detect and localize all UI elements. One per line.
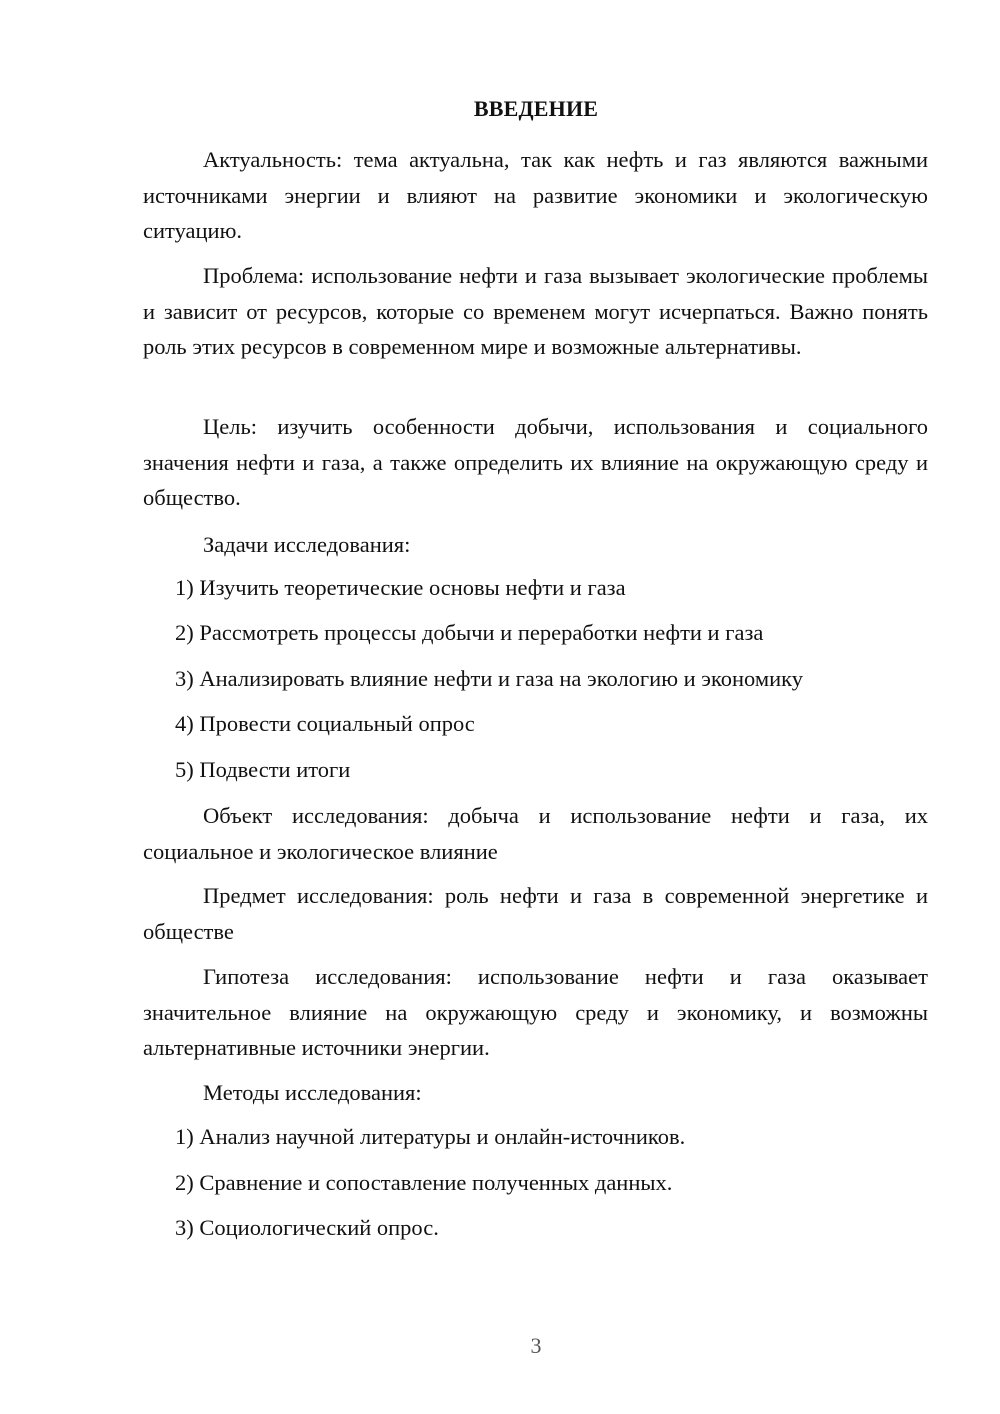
paragraph-object: Объект исследования: добыча и использование нефти и газа, их социальное и экологическое влияние (143, 803, 928, 864)
paragraph-hypothesis: Гипотеза исследования: использование нефти и газа оказывает значительное влияние на окружающую среду и экономику, и возможны альтернативные источники энергии. (143, 964, 928, 1060)
methods-title: Методы исследования: (203, 1080, 422, 1105)
paragraph-goal: Цель: изучить особенности добычи, использования и социального значения нефти и газа, а также определить их влияние на окружающую среду и общество. (143, 414, 928, 510)
method-item-3: 3) Социологический опрос. (175, 1215, 439, 1240)
task-item-5: 5) Подвести итоги (175, 757, 351, 782)
paragraph-subject: Предмет исследования: роль нефти и газа в современной энергетике и обществе (143, 883, 928, 944)
task-item-2: 2) Рассмотреть процессы добычи и переработки нефти и газа (175, 620, 764, 645)
task-item-3: 3) Анализировать влияние нефти и газа на экологию и экономику (175, 666, 803, 691)
task-item-1: 1) Изучить теоретические основы нефти и газа (175, 575, 626, 600)
tasks-title: Задачи исследования: (203, 532, 411, 557)
page-number: 3 (530, 1333, 542, 1358)
method-item-2: 2) Сравнение и сопоставление полученных данных. (175, 1170, 673, 1195)
section-heading: ВВЕДЕНИЕ (473, 96, 599, 121)
task-item-4: 4) Провести социальный опрос (175, 711, 475, 736)
paragraph-problem: Проблема: использование нефти и газа вызывает экологические проблемы и зависит от ресурсов, которые со временем могут исчерпаться. Важно понять роль этих ресурсов в современном мире и возможные альтернативы. (143, 263, 928, 359)
method-item-1: 1) Анализ научной литературы и онлайн-источников. (175, 1124, 686, 1149)
paragraph-relevance: Актуальность: тема актуальна, так как нефть и газ являются важными источниками энергии и влияют на развитие экономики и экологическую ситуацию. (143, 147, 928, 243)
